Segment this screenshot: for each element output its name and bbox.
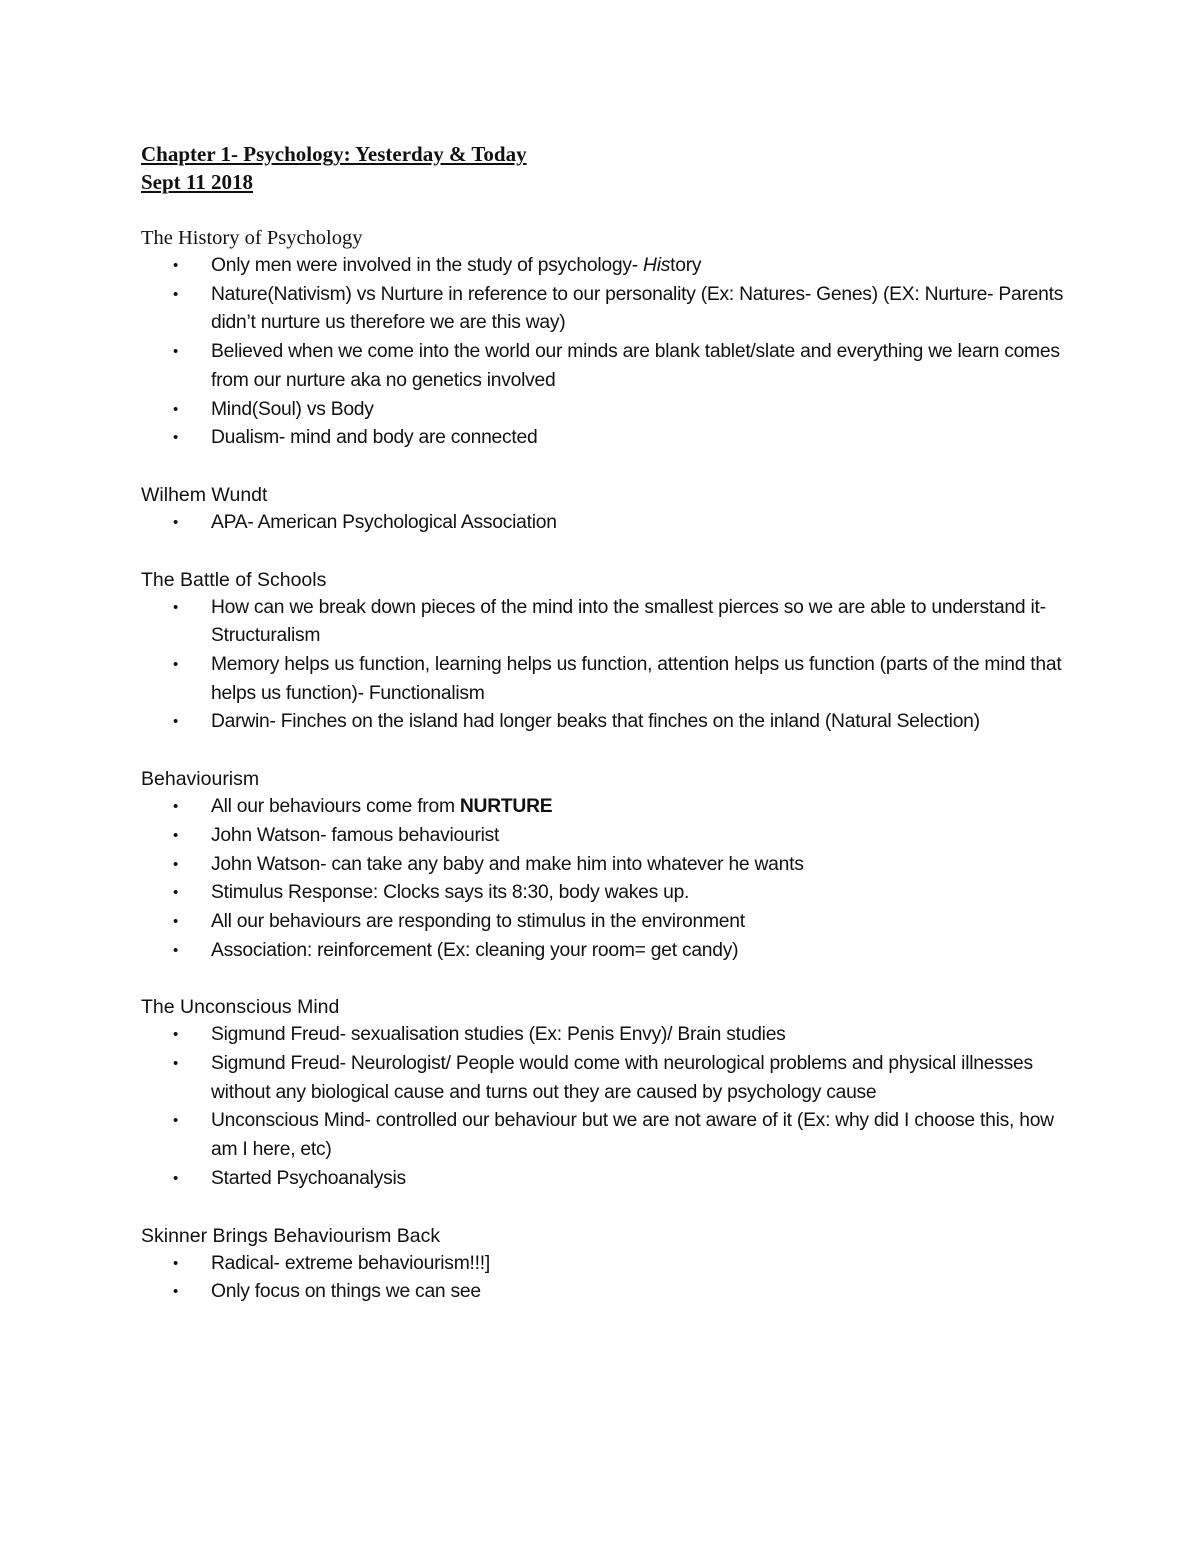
bullet-icon: •: [173, 884, 179, 902]
bullet-icon: •: [173, 912, 179, 930]
spacer: [141, 737, 1071, 765]
bullet-icon: •: [173, 713, 179, 731]
section-heading: The Unconscious Mind: [141, 996, 340, 1019]
list-item: • Believed when we come into the world our minds are blank tablet/slate and everything we learn comes from our nurture aka no genetics involved: [141, 338, 1071, 395]
bullet-list: [141, 1250, 1071, 1307]
bullet-icon: •: [173, 656, 179, 674]
list-item: • APA- American Psychological Association: [141, 509, 1071, 538]
section-unconscious-mind: [141, 993, 1071, 1193]
bullet-icon: •: [173, 1112, 179, 1130]
list-item: • Stimulus Response: Clocks says its 8:30, body wakes up.: [141, 879, 1071, 908]
bullet-icon: •: [173, 257, 179, 274]
section-heading: Wilhem Wundt: [141, 483, 268, 506]
list-item: • Only focus on things we can see: [141, 1278, 1071, 1307]
bullet-icon: •: [173, 1254, 179, 1272]
list-item: • Nature(Nativism) vs Nurture in reference to our personality (Ex: Natures- Genes) (EX: Nurture- Parents didn’t nurture us therefore we are this way): [141, 281, 1071, 338]
section-wilhem-wundt: [141, 481, 1071, 538]
section-heading: The History of Psychology: [141, 227, 363, 249]
list-item: • All our behaviours come from NURTURE: [141, 793, 1071, 822]
list-item: • Started Psychoanalysis: [141, 1165, 1071, 1194]
list-item: • Radical- extreme behaviourism!!!]: [141, 1250, 1071, 1279]
bullet-icon: •: [173, 1026, 179, 1044]
list-item: • Unconscious Mind- controlled our behaviour but we are not aware of it (Ex: why did I choose this, how am I here, etc): [141, 1107, 1071, 1164]
bullet-icon: •: [173, 941, 179, 959]
bullet-icon: •: [173, 285, 179, 303]
bullet-icon: •: [173, 855, 179, 873]
list-item: • Only men were involved in the study of psychology- History: [141, 252, 1071, 281]
section-heading: Behaviourism: [141, 768, 260, 791]
section-behaviourism: [141, 765, 1071, 965]
list-item: • Sigmund Freud- sexualisation studies (Ex: Penis Envy)/ Brain studies: [141, 1021, 1071, 1050]
bullet-icon: •: [173, 1283, 179, 1301]
bullet-list: [141, 509, 1071, 538]
document-title: Chapter 1- Psychology: Yesterday & Today: [141, 142, 527, 166]
bullet-icon: •: [173, 400, 179, 418]
list-item: • All our behaviours are responding to stimulus in the environment: [141, 908, 1071, 937]
section-heading: Skinner Brings Behaviourism Back: [141, 1224, 441, 1247]
spacer: [141, 196, 1071, 224]
bullet-icon: •: [173, 1169, 179, 1187]
bullet-icon: •: [173, 343, 179, 361]
list-item: • Mind(Soul) vs Body: [141, 396, 1071, 425]
section-skinner: [141, 1222, 1071, 1307]
document-date: Sept 11 2018: [141, 170, 254, 194]
bullet-icon: •: [173, 826, 179, 844]
list-item: • Dualism- mind and body are connected: [141, 424, 1071, 453]
italic-text: His: [643, 255, 671, 276]
bold-text: NURTURE: [459, 796, 553, 818]
section-heading: The Battle of Schools: [141, 568, 327, 591]
bullet-icon: •: [173, 513, 179, 531]
bullet-icon: •: [173, 598, 179, 616]
bullet-icon: •: [173, 429, 179, 447]
spacer: [141, 538, 1071, 566]
section-history-of-psychology: [141, 224, 1071, 453]
list-item: • Sigmund Freud- Neurologist/ People would come with neurological problems and physical illnesses without any biological cause and turns out they are caused by psychology cause: [141, 1050, 1071, 1107]
spacer: [141, 965, 1071, 993]
bullet-list: [141, 594, 1071, 738]
list-item: • Darwin- Finches on the island had longer beaks that finches on the inland (Natural Selection): [141, 708, 1071, 737]
bullet-list: [141, 793, 1071, 965]
list-item: • John Watson- famous behaviourist: [141, 822, 1071, 851]
list-item: • How can we break down pieces of the mind into the smallest pierces so we are able to understand it- Structuralism: [141, 594, 1071, 651]
spacer: [141, 1194, 1071, 1222]
list-item: • Memory helps us function, learning helps us function, attention helps us function (parts of the mind that helps us function)- Functionalism: [141, 651, 1071, 708]
spacer: [141, 453, 1071, 481]
section-battle-of-schools: [141, 566, 1071, 738]
list-item: • Association: reinforcement (Ex: cleaning your room= get candy): [141, 937, 1071, 966]
document-page: [141, 140, 1071, 1307]
bullet-icon: •: [173, 1055, 179, 1073]
list-item: • John Watson- can take any baby and make him into whatever he wants: [141, 851, 1071, 880]
bullet-icon: •: [173, 798, 179, 816]
bullet-list: [141, 1021, 1071, 1193]
bullet-list: [141, 252, 1071, 453]
